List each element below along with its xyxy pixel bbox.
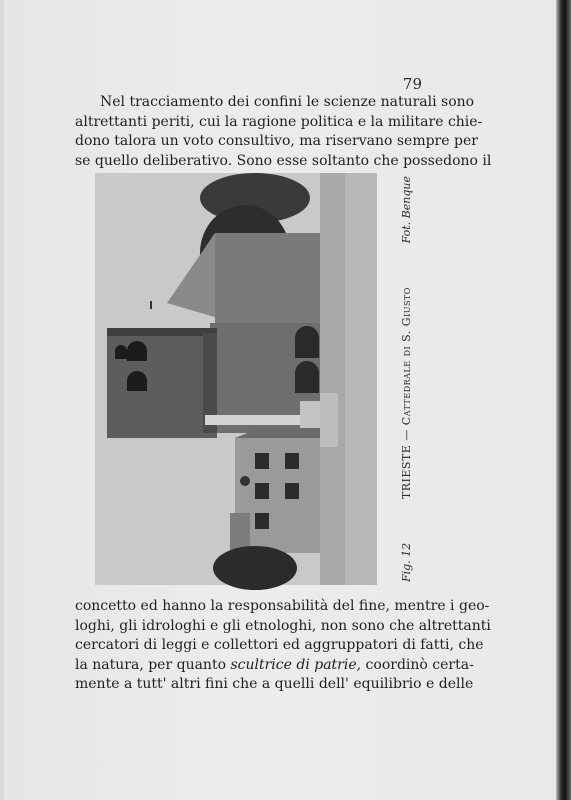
page-number: 79 xyxy=(402,75,422,93)
text-line: se quello deliberativo. Sono esse soltanto che possedono il xyxy=(75,152,492,169)
text-line-mixed xyxy=(75,656,474,676)
text-line: altrettanti periti, cui la ragione politica e la militare chie- xyxy=(75,113,483,130)
page-edge xyxy=(556,0,571,800)
cathedral-photograph xyxy=(95,173,377,585)
paragraph-top xyxy=(75,93,492,171)
text-line: dono talora un voto consultivo, ma riservano sempre per xyxy=(75,133,478,149)
text-segment: la natura, per quanto xyxy=(75,656,227,673)
figure-caption xyxy=(399,176,414,582)
text-line: concetto ed hanno la responsabilità del fine, mentre i geo- xyxy=(75,598,490,614)
photo-credit: Fot. Benque xyxy=(400,176,413,244)
text-line: mente a tutt' altri fini che a quelli dell' equilibrio e delle xyxy=(75,676,474,692)
text-segment: coordinò certa- xyxy=(365,656,474,673)
figure-label: Fig. 12 xyxy=(400,542,413,582)
figure-title: TRIESTE — Cattedrale di S. Giusto xyxy=(400,287,413,500)
paragraph-bottom xyxy=(75,597,491,695)
text-line: Nel tracciamento dei confini le scienze naturali sono xyxy=(100,94,475,110)
text-line: loghi, gli idrologhi e gli etnologhi, non sono che altrettanti xyxy=(75,617,491,634)
text-line: cercatori di leggi e collettori ed aggruppatori di fatti, che xyxy=(75,637,484,653)
italic-phrase: scultrice di patrie, xyxy=(230,656,362,673)
